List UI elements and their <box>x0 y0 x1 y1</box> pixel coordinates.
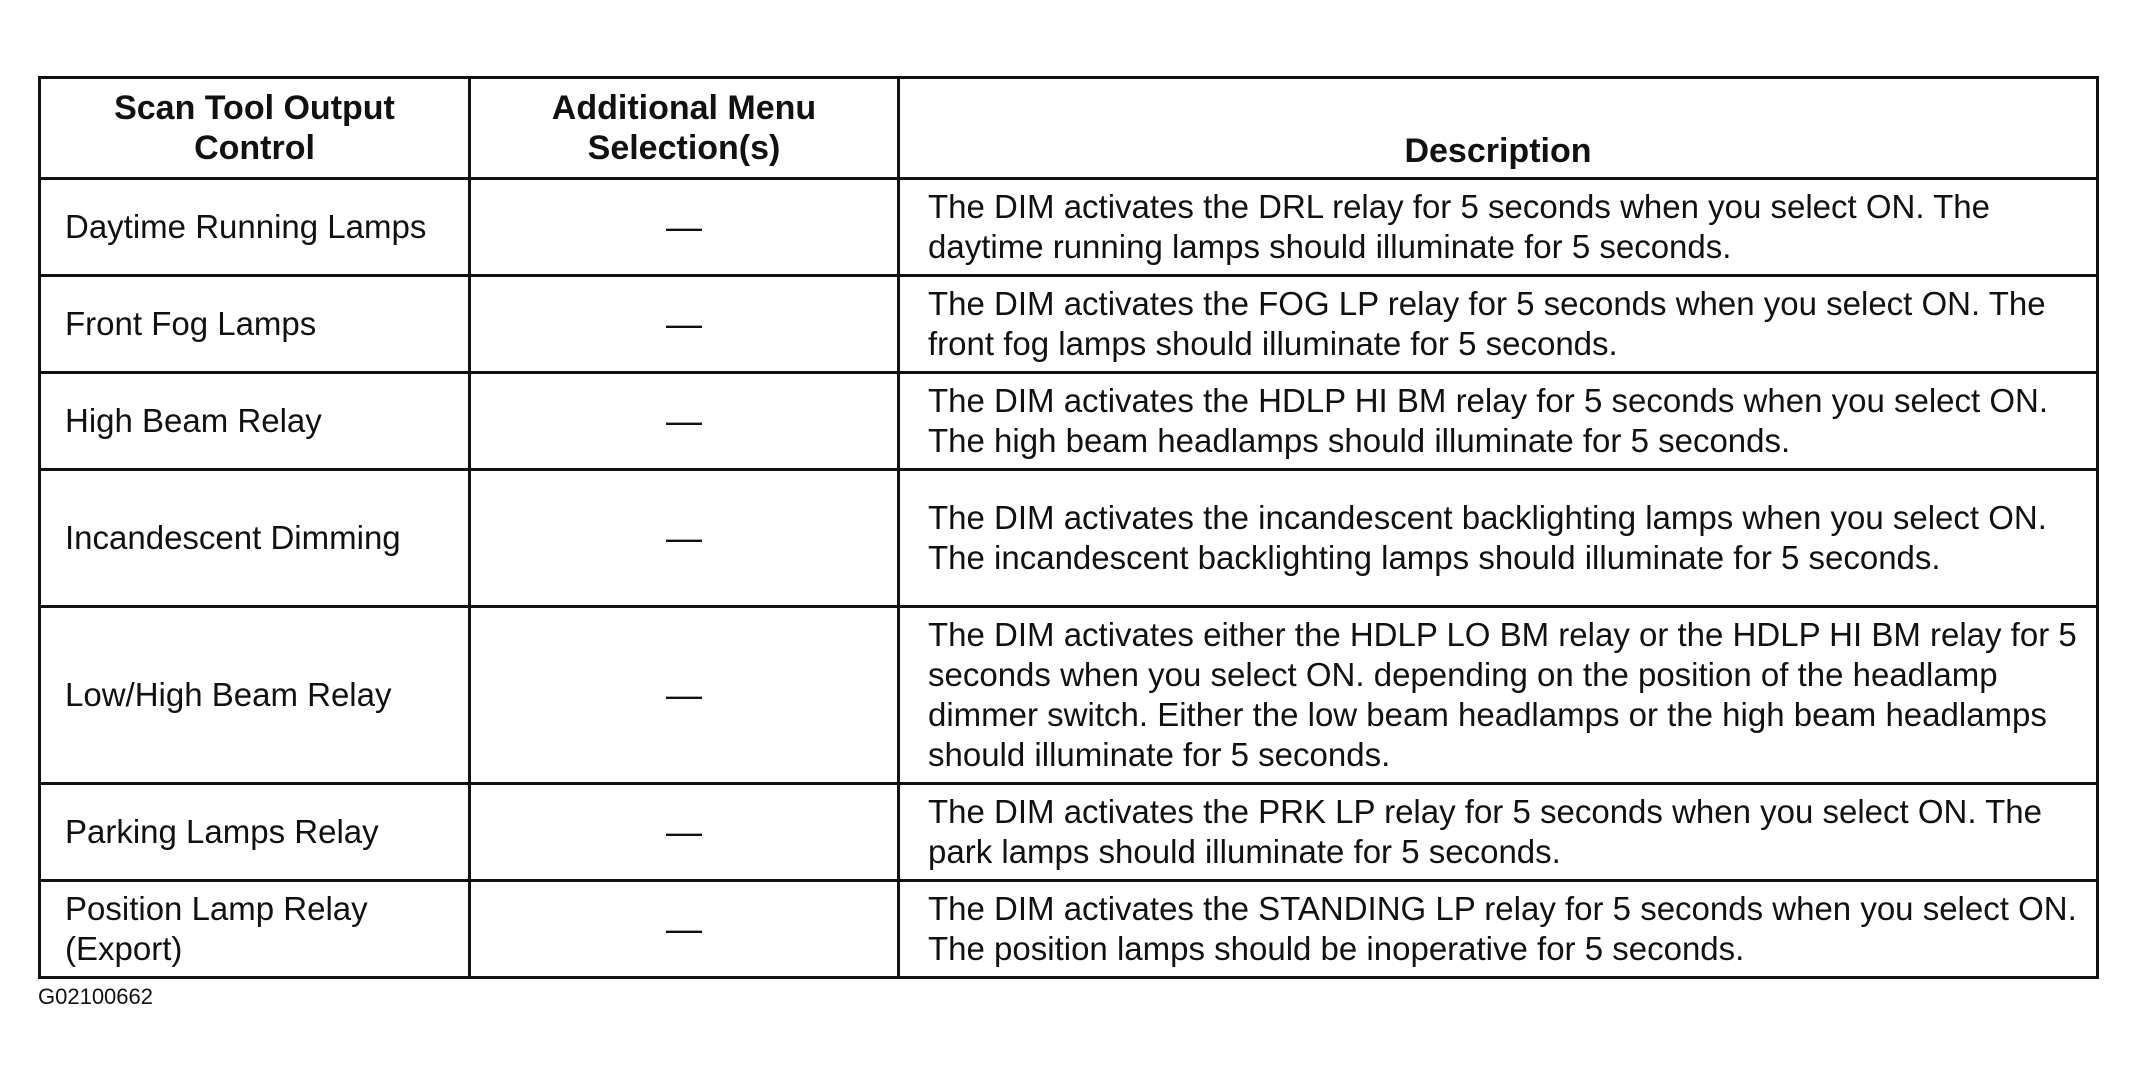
description: The DIM activates the PRK LP relay for 5 seconds when you select ON. The park lamps should illuminate for 5 seconds. <box>899 784 2098 881</box>
description: The DIM activates the DRL relay for 5 seconds when you select ON. The daytime running lamps should illuminate for 5 seconds. <box>899 179 2098 276</box>
description: The DIM activates the FOG LP relay for 5 seconds when you select ON. The front fog lamps should illuminate for 5 seconds. <box>899 276 2098 373</box>
control-name: High Beam Relay <box>40 373 470 470</box>
control-name: Daytime Running Lamps <box>40 179 470 276</box>
table-row <box>40 470 2098 607</box>
description: The DIM activates either the HDLP LO BM relay or the HDLP HI BM relay for 5 seconds when you select ON. depending on the position of the headlamp dimmer switch. Either the low beam headlamps or the high beam headlamps should illuminate for 5 seconds. <box>899 607 2098 784</box>
control-name: Front Fog Lamps <box>40 276 470 373</box>
control-name: Position Lamp Relay (Export) <box>40 881 470 978</box>
control-name: Parking Lamps Relay <box>40 784 470 881</box>
table-row <box>40 276 2098 373</box>
menu-selection: — <box>470 784 899 881</box>
control-name: Incandescent Dimming <box>40 470 470 607</box>
control-name: Low/High Beam Relay <box>40 607 470 784</box>
table-header-row <box>40 78 2098 179</box>
table-row <box>40 179 2098 276</box>
description: The DIM activates the HDLP HI BM relay for 5 seconds when you select ON. The high beam headlamps should illuminate for 5 seconds. <box>899 373 2098 470</box>
figure-id: G02100662 <box>38 984 153 1009</box>
output-control-table-container <box>38 76 2096 979</box>
menu-selection: — <box>470 470 899 607</box>
header-scan-tool-output-control: Scan Tool Output Control <box>40 78 470 179</box>
description: The DIM activates the incandescent backlighting lamps when you select ON. The incandescent backlighting lamps should illuminate for 5 seconds. <box>899 470 2098 607</box>
menu-selection: — <box>470 373 899 470</box>
table-row <box>40 881 2098 978</box>
table-row <box>40 373 2098 470</box>
table-row <box>40 607 2098 784</box>
menu-selection: — <box>470 276 899 373</box>
table-row <box>40 784 2098 881</box>
description: The DIM activates the STANDING LP relay for 5 seconds when you select ON. The position lamps should be inoperative for 5 seconds. <box>899 881 2098 978</box>
output-control-table <box>38 76 2099 979</box>
menu-selection: — <box>470 607 899 784</box>
menu-selection: — <box>470 881 899 978</box>
header-additional-menu-selections: Additional Menu Selection(s) <box>470 78 899 179</box>
menu-selection: — <box>470 179 899 276</box>
header-description: Description <box>899 78 2098 179</box>
